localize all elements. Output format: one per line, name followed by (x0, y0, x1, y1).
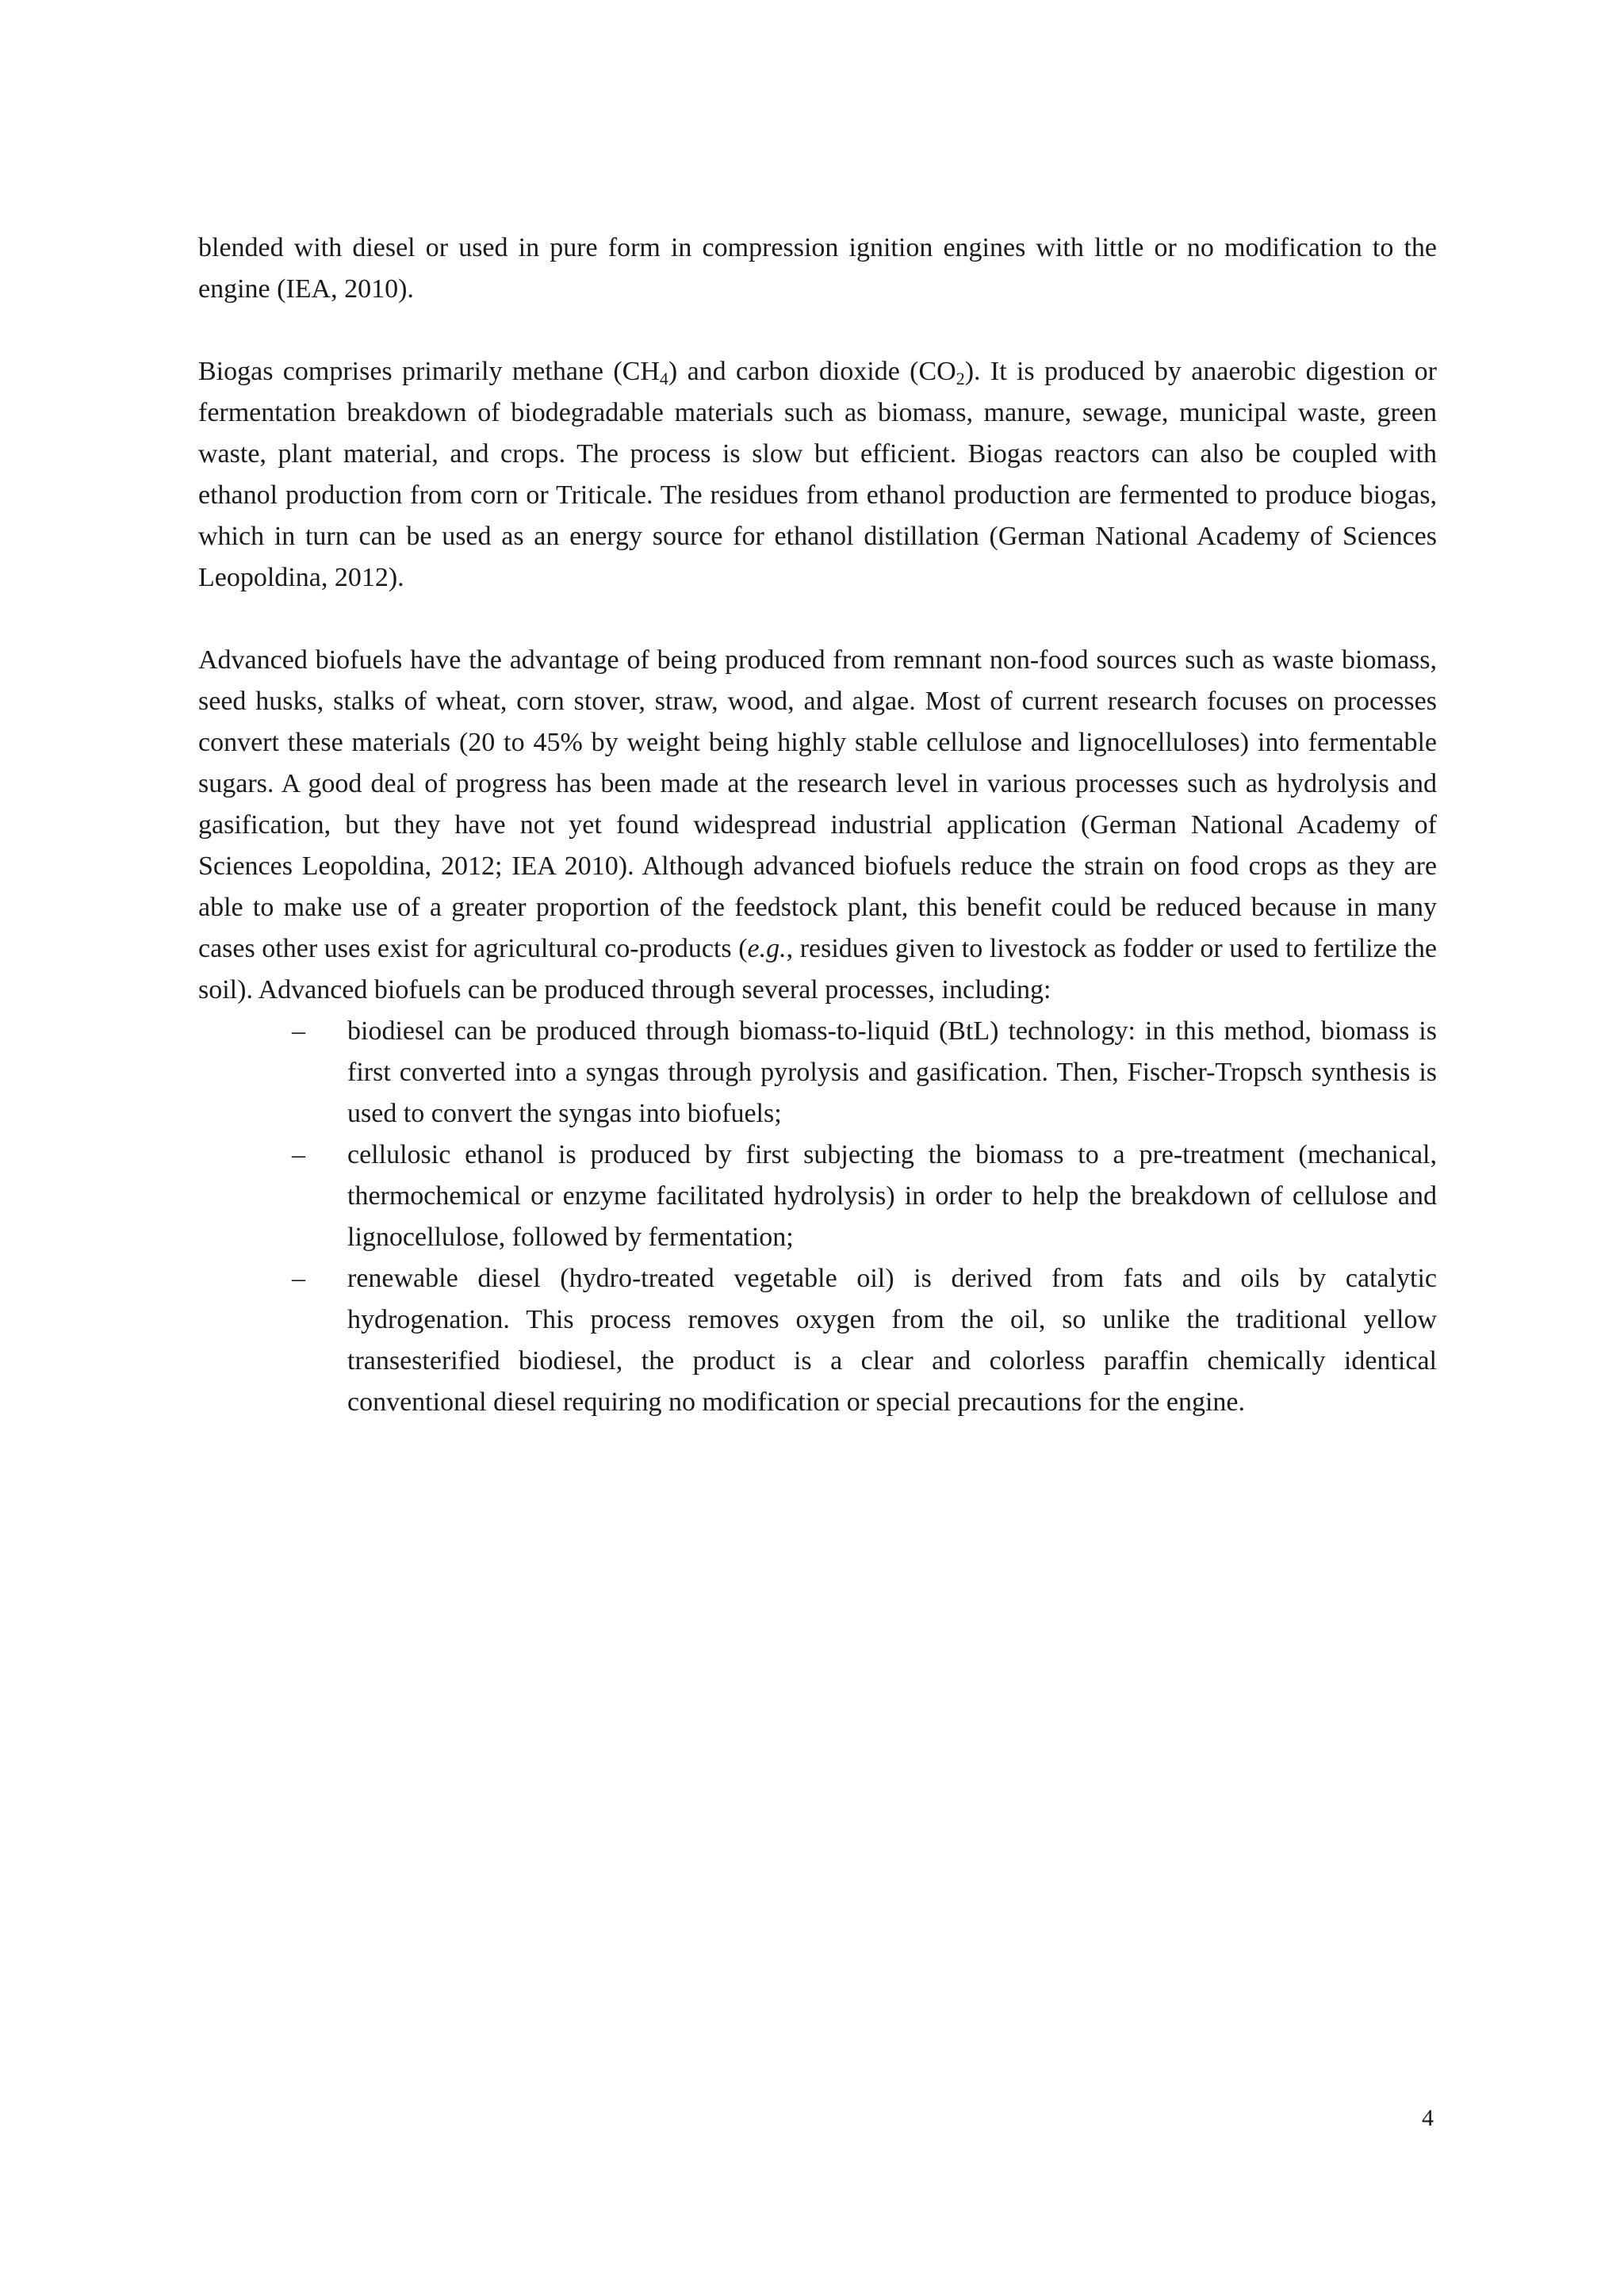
list-item-text: biodiesel can be produced through biomass-to-liquid (BtL) technology: in this method, biomass is first converted into a syngas through pyrolysis and gasification. Then, Fischer-Tropsch synthesis is used to convert the syngas into biofuels; (347, 1016, 1437, 1128)
list-item-cellulosic-ethanol (198, 1135, 1437, 1258)
biogas-text-part1: Biogas comprises primarily methane (CH (198, 357, 660, 386)
carbon-dioxide-subscript: 2 (956, 369, 965, 388)
advanced-text-part2: , residues given to livestock as fodder or used to fertilize the soil). Advanced biofuels can be produced through several processes, including: (198, 934, 1437, 1004)
biogas-text-part2: ) and carbon dioxide (CO (668, 357, 956, 386)
page-number: 4 (1422, 2105, 1434, 2131)
paragraph-biodiesel-continuation: blended with diesel or used in pure form in compression ignition engines with little or no modification to the engine (IEA, 2010). (198, 233, 1437, 304)
dash-bullet-icon: – (292, 1140, 305, 1169)
document-body (198, 228, 1437, 1423)
list-item-text: cellulosic ethanol is produced by first subjecting the biomass to a pre-treatment (mechanical, thermochemical or enzyme facilitated hydrolysis) in order to help the breakdown of cellulose and lignocellulose, followed by fermentation; (347, 1140, 1437, 1252)
list-item-renewable-diesel (198, 1258, 1437, 1423)
dash-bullet-icon: – (292, 1016, 305, 1046)
paragraph-biogas (198, 351, 1437, 599)
dash-bullet-icon: – (292, 1264, 305, 1293)
list-item-btl (198, 1011, 1437, 1135)
biogas-text-part3: ). It is produced by anaerobic digestion or fermentation breakdown of biodegradable materials such as biomass, manure, sewage, municipal waste, green waste, plant material, and crops. The process is slow but efficient. Biogas reactors can also be coupled with ethanol production from corn or Triticale. The residues from ethanol production are fermented to produce biogas, which in turn can be used as an energy source for ethanol distillation (German National Academy of Sciences Leopoldina, 2012). (198, 357, 1437, 592)
advanced-text-italic: e.g. (747, 934, 787, 963)
process-list (198, 1011, 1437, 1423)
list-item-text: renewable diesel (hydro-treated vegetable oil) is derived from fats and oils by catalytic hydrogenation. This process removes oxygen from the oil, so unlike the traditional yellow transesterified biodiesel, the product is a clear and colorless paraffin chemically identical conventional diesel requiring no modification or special precautions for the engine. (347, 1264, 1437, 1417)
paragraph-advanced-biofuels (198, 640, 1437, 1011)
advanced-text-part1: Advanced biofuels have the advantage of being produced from remnant non-food sources such as waste biomass, seed husks, stalks of wheat, corn stover, straw, wood, and algae. Most of current research focuses on processes convert these materials (20 to 45% by weight being highly stable cellulose and lignocelluloses) into fermentable sugars. A good deal of progress has been made at the research level in various processes such as hydrolysis and gasification, but they have not yet found widespread industrial application (German National Academy of Sciences Leopoldina, 2012; IEA 2010). Although advanced biofuels reduce the strain on food crops as they are able to make use of a greater proportion of the feedstock plant, this benefit could be reduced because in many cases other uses exist for agricultural co-products ( (198, 645, 1437, 963)
methane-subscript: 4 (659, 369, 668, 388)
